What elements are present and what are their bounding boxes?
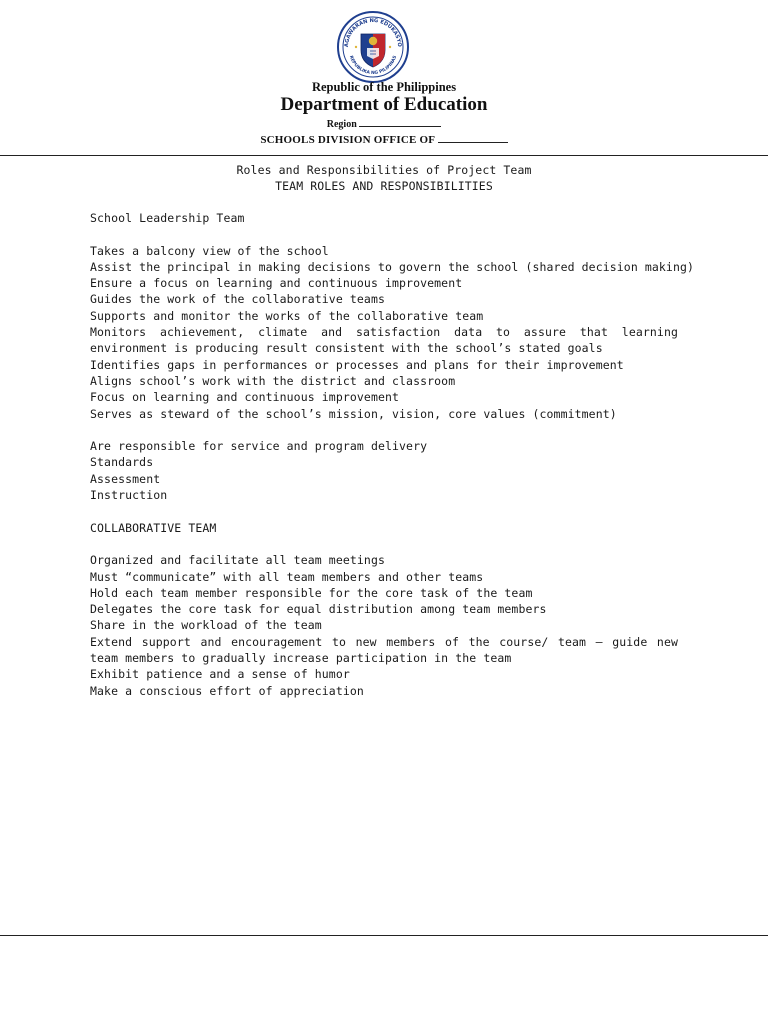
list-item: Identifies gaps in performances or processes and plans for their improvement bbox=[90, 357, 624, 372]
document-title: Roles and Responsibilities of Project Team bbox=[236, 163, 532, 177]
leadership-list bbox=[90, 243, 695, 422]
collaborative-heading: COLLABORATIVE TEAM bbox=[90, 520, 217, 535]
document-body bbox=[90, 210, 695, 699]
list-item: Serves as steward of the school’s mission, vision, core values (commitment) bbox=[90, 406, 617, 421]
division-label: SCHOOLS DIVISION OFFICE OF bbox=[260, 134, 435, 146]
document-subtitle: TEAM ROLES AND RESPONSIBILITIES bbox=[275, 179, 493, 193]
region-line bbox=[0, 117, 768, 130]
list-item: Focus on learning and continuous improvement bbox=[90, 390, 400, 405]
list-item: Guides the work of the collaborative teams bbox=[90, 292, 385, 307]
division-blank bbox=[438, 133, 508, 143]
list-item: Monitors achievement, climate and satisfaction data to assure that learning environment is producing result consistent with the school’s stated goals bbox=[90, 325, 678, 356]
list-item: Extend support and encouragement to new members of the course/ team – guide new team members to gradually increase participation in the team bbox=[90, 634, 678, 666]
list-item: Delegates the core task for equal distribution among team members bbox=[90, 602, 547, 617]
republic-line: Republic of the Philippines bbox=[311, 80, 457, 94]
deped-seal-logo bbox=[336, 10, 410, 84]
seal-text-bottom: REPUBLIKA NG PILIPINAS bbox=[347, 55, 399, 77]
leadership-heading: School Leadership Team bbox=[90, 211, 245, 225]
list-item: Are responsible for service and program delivery bbox=[90, 439, 428, 454]
list-item: Must “communicate” with all team members and other teams bbox=[90, 569, 484, 584]
list-item: Assist the principal in making decisions to govern the school (shared decision making) bbox=[90, 259, 695, 274]
seal-text-top: AGAWARAN NG EDUKASYO bbox=[343, 17, 403, 48]
list-item: Exhibit patience and a sense of humor bbox=[90, 667, 350, 682]
header-divider bbox=[0, 155, 768, 156]
division-line bbox=[0, 133, 768, 146]
region-label: Region bbox=[326, 119, 357, 130]
list-item: Ensure a focus on learning and continuous improvement bbox=[90, 276, 463, 291]
collaborative-list bbox=[90, 552, 678, 699]
list-item: Takes a balcony view of the school bbox=[90, 243, 329, 258]
region-blank bbox=[359, 117, 441, 127]
list-item: Make a conscious effort of appreciation bbox=[90, 683, 364, 698]
delivery-list bbox=[90, 438, 678, 503]
list-item: Instruction bbox=[90, 488, 168, 503]
list-item: Supports and monitor the works of the collaborative team bbox=[90, 308, 484, 323]
list-item: Organized and facilitate all team meetings bbox=[90, 553, 385, 568]
list-item: Standards bbox=[90, 455, 154, 470]
list-item: Aligns school’s work with the district and classroom bbox=[90, 373, 456, 388]
department-name: Department of Education bbox=[280, 94, 488, 115]
list-item: Share in the workload of the team bbox=[90, 618, 322, 633]
list-item: Hold each team member responsible for the core task of the team bbox=[90, 585, 533, 600]
footer-divider bbox=[0, 935, 768, 936]
list-item: Assessment bbox=[90, 471, 161, 486]
